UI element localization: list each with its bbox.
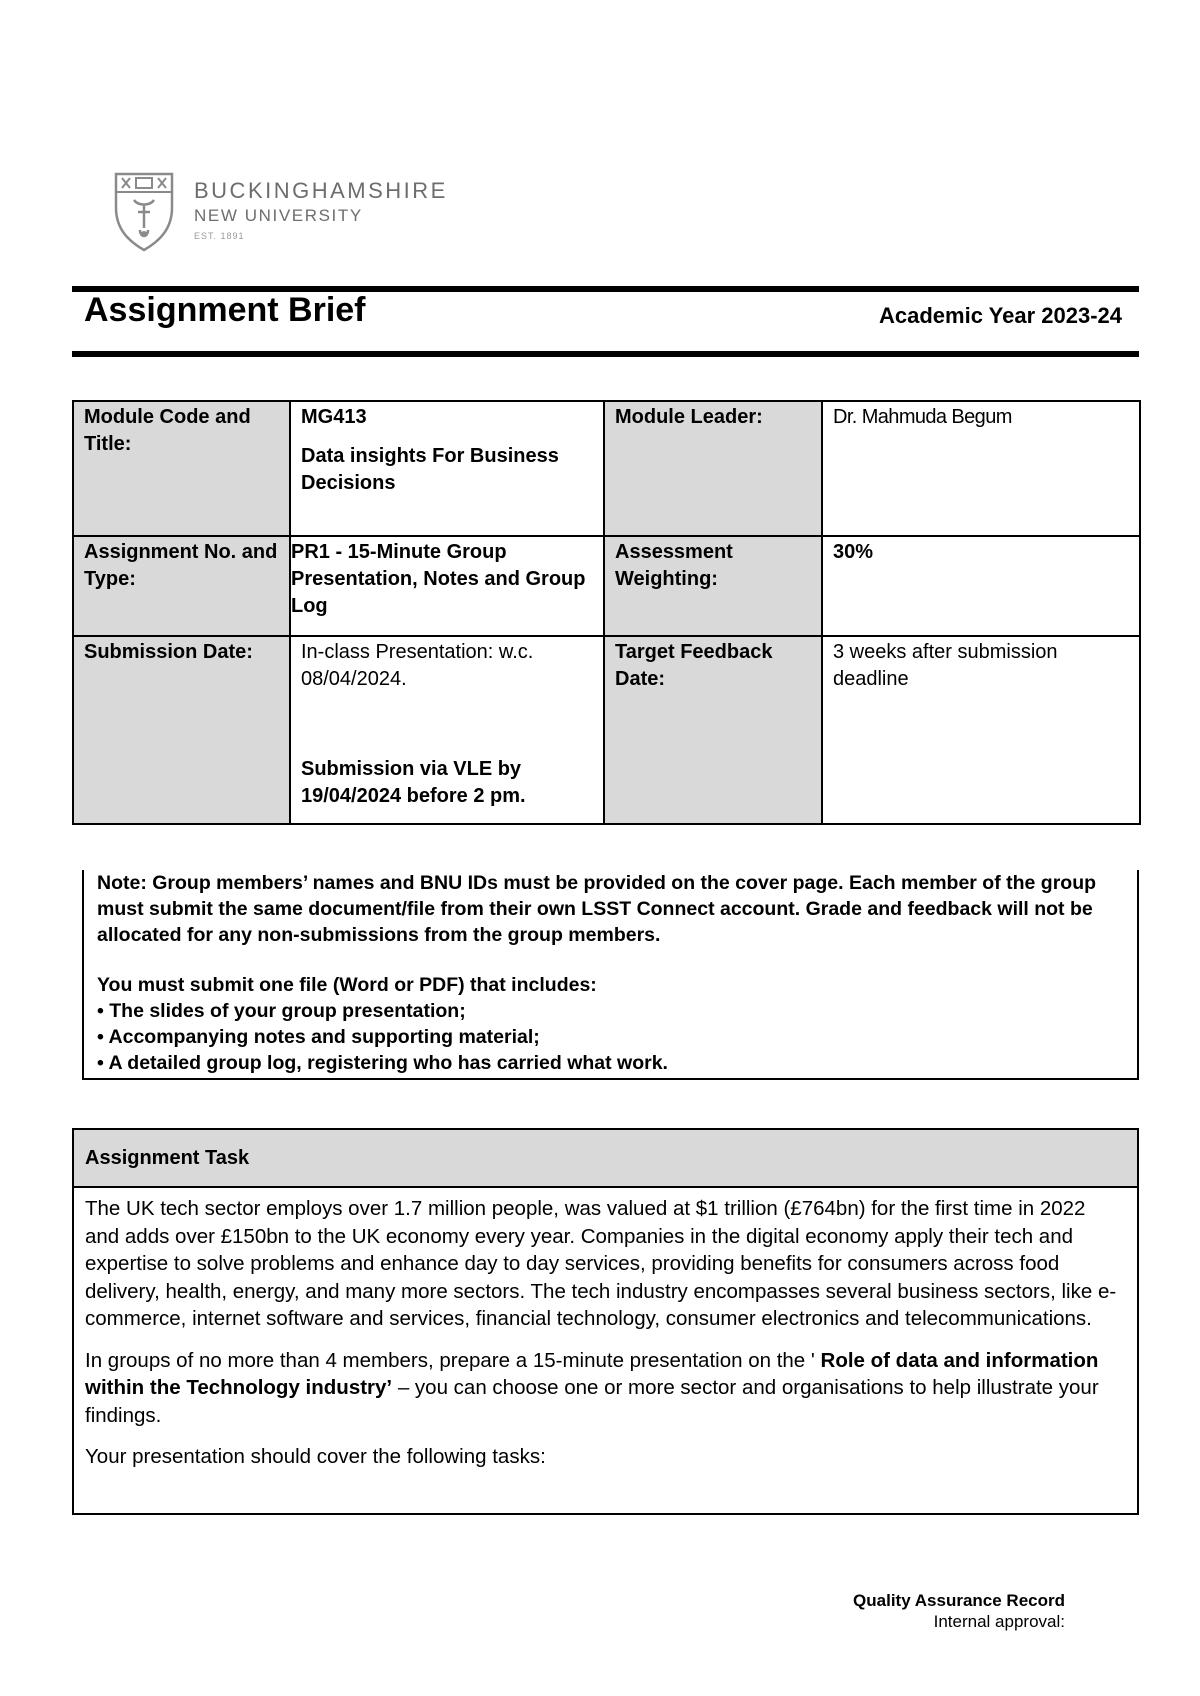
assignment-task-box (72, 1128, 1139, 1515)
qa-subtitle: Internal approval: (933, 1612, 1065, 1631)
task-paragraph-1: The UK tech sector employs over 1.7 million people, was valued at $1 trillion (£764bn) for the first time in 2022 and adds over £150bn to the UK economy every year. Companies in the digital economy apply their tech and expertise to solve problems and enhance day to day services, providing benefits for consumers across food delivery, health, energy, and many more sectors. The tech industry encompasses several business sectors, like e-commerce, internet software and services, financial technology, consumer electronics and telecommunications. (85, 1197, 1117, 1330)
submission-note (82, 870, 1139, 1080)
module-code-cell (290, 401, 604, 536)
task-paragraph-2-end: – you can choose one or more sector and organisations to help illustrate your findings. (85, 1376, 1099, 1427)
note-bullet: • The slides of your group presentation; (97, 1000, 466, 1022)
module-leader-label-cell (604, 401, 822, 536)
weighting-cell (822, 536, 1140, 636)
quality-assurance-record (853, 1590, 1065, 1632)
submission-date-cell (290, 636, 604, 824)
feedback-label-cell (604, 636, 822, 824)
submission-label-cell (73, 636, 290, 824)
module-leader-label: Module Leader: (615, 406, 763, 428)
logo-line-1: BUCKINGHAMSHIRE (194, 178, 448, 203)
task-paragraph-3: Your presentation should cover the following tasks: (85, 1445, 546, 1468)
module-info-table (72, 400, 1141, 825)
note-intro: You must submit one file (Word or PDF) that includes: (97, 974, 597, 996)
academic-year: Academic Year 2023-24 (879, 303, 1122, 328)
submission-label: Submission Date: (84, 641, 253, 663)
logo-line-2: NEW UNIVERSITY (194, 206, 363, 225)
note-bullet: • A detailed group log, registering who has carried what work. (97, 1052, 668, 1074)
task-paragraph-2-emphasis: Role of data and information within the Technology industry’ (85, 1348, 1099, 1399)
assignment-label: Assignment No. and Type: (84, 541, 278, 590)
assignment-type: PR1 - 15-Minute Group Presentation, Notes and Group Log (291, 541, 586, 617)
university-logo (112, 168, 448, 252)
page-title: Assignment Brief (84, 291, 366, 329)
weighting-label: Assessment Weighting: (615, 541, 733, 590)
task-paragraph-2-start: In groups of no more than 4 members, prepare a 15-minute presentation on the ' (85, 1348, 821, 1372)
note-bullet: • Accompanying notes and supporting material; (97, 1026, 540, 1048)
university-crest-icon (112, 168, 176, 252)
module-leader-cell (822, 401, 1140, 536)
module-code-label: Module Code and Title: (84, 406, 251, 455)
module-code-label-cell (73, 401, 290, 536)
module-code: MG413 (301, 406, 367, 428)
assignment-task-heading: Assignment Task (74, 1130, 1137, 1188)
feedback-label: Target Feedback Date: (615, 641, 773, 690)
module-title: Data insights For Business Decisions (301, 445, 559, 494)
qa-title: Quality Assurance Record (853, 1591, 1065, 1610)
submission-vle: Submission via VLE by 19/04/2024 before 2 pm. (301, 758, 526, 807)
logo-line-3: EST. 1891 (194, 231, 245, 241)
note-paragraph: Note: Group members’ names and BNU IDs must be provided on the cover page. Each member of the group must submit the same document/file from their own LSST Connect account. Grade and feedback will not be allocated for any non-submissions from the group members. (97, 872, 1097, 946)
submission-presentation: In-class Presentation: w.c. 08/04/2024. (301, 641, 534, 690)
feedback-value: 3 weeks after submission deadline (833, 641, 1058, 690)
weighting-label-cell (604, 536, 822, 636)
assignment-label-cell (73, 536, 290, 636)
assignment-type-cell (290, 536, 604, 636)
weighting-value: 30% (833, 541, 874, 563)
feedback-cell (822, 636, 1140, 824)
header-bottom-rule (72, 351, 1139, 357)
module-leader: Dr. Mahmuda Begum (833, 406, 1012, 428)
task-paragraph-2 (85, 1347, 1125, 1430)
